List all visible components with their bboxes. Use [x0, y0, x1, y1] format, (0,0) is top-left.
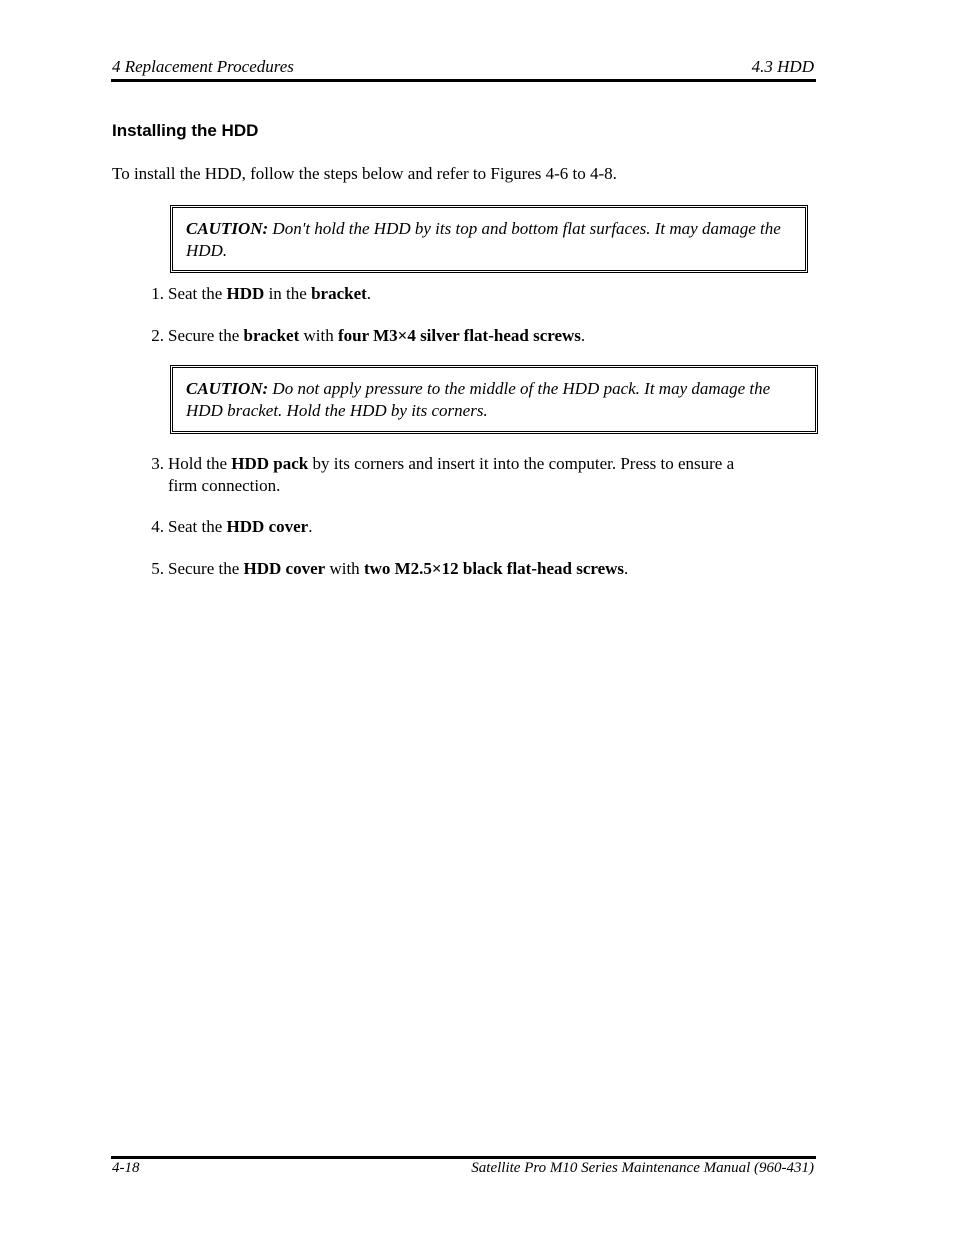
step-text: Seat the HDD in the bracket.: [168, 284, 372, 303]
page-footer: [112, 1160, 816, 1182]
list-item: [140, 325, 820, 347]
page-number: 4-18: [112, 1160, 140, 1176]
caution-label: CAUTION:: [186, 379, 269, 398]
list-item: [140, 283, 820, 305]
step-number: 2.: [151, 326, 164, 345]
caution-label: CAUTION:: [186, 219, 269, 238]
step-number: 4.: [151, 517, 164, 536]
list-item: [140, 558, 820, 580]
list-item: [140, 516, 820, 538]
step-text: Secure the HDD cover with two M2.5×12 black flat-head screws.: [168, 559, 629, 578]
footer-rule: [111, 1156, 816, 1159]
caution-text: Do not apply pressure to the middle of the HDD pack. It may damage the HDD bracket. Hold the HDD by its corners.: [186, 379, 771, 420]
intro-paragraph: To install the HDD, follow the steps below and refer to Figures 4-6 to 4-8.: [112, 164, 617, 183]
caution-text: Don't hold the HDD by its top and bottom flat surfaces. It may damage the HDD.: [186, 219, 781, 260]
step-text: Secure the bracket with four M3×4 silver flat-head screws.: [168, 326, 586, 345]
header-chapter: 4 Replacement Procedures: [112, 57, 294, 76]
header-section: 4.3 HDD: [751, 57, 814, 76]
page-header: [112, 57, 816, 79]
step-text: Hold the HDD pack by its corners and insert it into the computer. Press to ensure a firm connection.: [168, 454, 735, 495]
list-item: [140, 453, 820, 497]
step-number: 5.: [151, 559, 164, 578]
step-text: Seat the HDD cover.: [168, 517, 313, 536]
step-number: 3.: [151, 454, 164, 473]
section-title: Installing the HDD: [112, 121, 259, 140]
caution-box-1: [170, 205, 808, 273]
step-number: 1.: [151, 284, 164, 303]
caution-box-2: [170, 365, 818, 434]
manual-title: Satellite Pro M10 Series Maintenance Manual (960-431): [471, 1160, 814, 1176]
header-rule: [111, 79, 816, 82]
